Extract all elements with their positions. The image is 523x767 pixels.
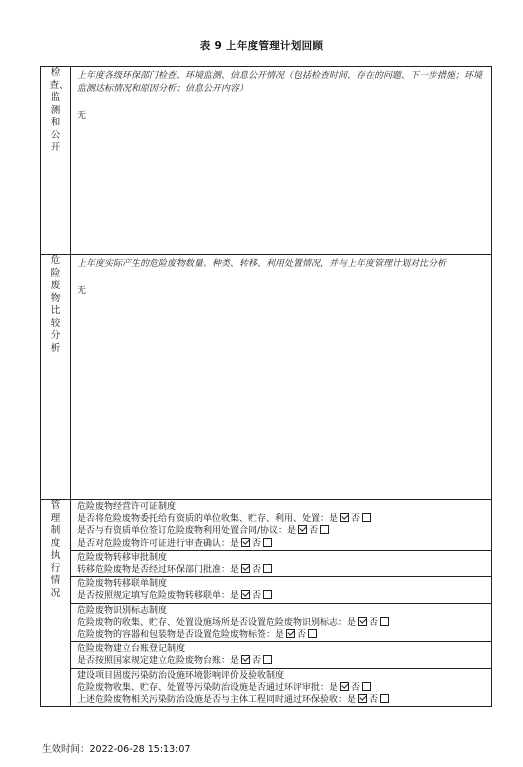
yes-checkbox[interactable]	[241, 564, 250, 573]
management-group-heading: 危险废物建立台账登记制度	[77, 644, 186, 655]
option-yes-label: 是	[329, 514, 339, 525]
option-yes-label: 是	[275, 630, 285, 641]
waste-compare-content-cell	[71, 255, 492, 500]
management-question	[77, 682, 487, 694]
management-group-transfer-manifest	[71, 577, 492, 603]
inspection-label: 检查、监测和公开	[49, 67, 69, 153]
management-question	[77, 694, 487, 706]
no-checkbox[interactable]	[263, 564, 272, 573]
management-row-5	[41, 668, 492, 707]
management-row-0	[41, 500, 492, 551]
waste-compare-label-cell	[41, 255, 71, 500]
management-group-heading: 危险废物经营许可证制度	[77, 502, 177, 512]
management-group-transfer-approval	[71, 550, 492, 576]
management-group-content	[71, 500, 491, 550]
no-checkbox[interactable]	[263, 590, 272, 599]
management-question	[77, 513, 487, 525]
option-no-label: 否	[351, 682, 361, 693]
management-group-content	[71, 604, 491, 642]
option-yes-label: 是	[347, 617, 357, 628]
management-question	[77, 617, 487, 629]
option-yes-label: 是	[329, 682, 339, 693]
inspection-answer: 无	[77, 111, 87, 121]
no-checkbox[interactable]	[320, 525, 329, 534]
management-group-heading: 建设项目固废污染防治设施环境影响评价及验收制度	[77, 670, 285, 681]
option-no-label: 否	[351, 514, 361, 525]
option-no-label: 否	[309, 526, 319, 537]
question-text: 转移危险废物是否经过环保部门批准：	[77, 565, 231, 576]
option-yes-label: 是	[347, 695, 357, 706]
option-yes-label: 是	[230, 538, 240, 549]
management-row-4	[41, 642, 492, 668]
management-group-content	[71, 669, 491, 707]
management-row-1	[41, 550, 492, 576]
effective-time-label: 生效时间：	[42, 744, 90, 755]
option-no-label: 否	[369, 695, 379, 706]
waste-compare-label: 危险废物比较分析	[50, 255, 61, 354]
option-no-label: 否	[252, 656, 262, 667]
yes-checkbox[interactable]	[286, 629, 295, 638]
management-group-heading: 危险废物识别标志制度	[77, 605, 168, 616]
management-group-eia	[71, 668, 492, 707]
inspection-label-cell	[41, 67, 71, 255]
question-text: 危险废物的收集、贮存、处置设施场所是否设置危险废物识别标志：	[77, 617, 348, 628]
question-text: 上述危险废物相关污染防治设施是否与主体工程同时通过环保验收：	[77, 695, 348, 706]
management-question	[77, 590, 487, 602]
option-no-label: 否	[369, 617, 379, 628]
no-checkbox[interactable]	[263, 655, 272, 664]
management-group-license	[71, 500, 492, 551]
inspection-prompt: 上年度各级环保部门检查、环境监测、信息公开情况（包括检查时间、存在的问题、下一步措施；环境监测达标情况和原因分析；信息公开内容）	[77, 71, 483, 94]
inspection-content-cell	[71, 67, 492, 255]
management-group-identification	[71, 603, 492, 642]
question-text: 是否对危险废物许可证进行审查确认：	[77, 538, 231, 549]
question-text: 是否按照国家规定建立危险废物台账：	[77, 656, 231, 667]
no-checkbox[interactable]	[380, 617, 389, 626]
management-group-content	[71, 577, 491, 602]
yes-checkbox[interactable]	[298, 525, 307, 534]
management-group-heading: 危险废物转移联单制度	[77, 579, 168, 590]
no-checkbox[interactable]	[362, 682, 371, 691]
option-yes-label: 是	[230, 656, 240, 667]
management-row-2	[41, 577, 492, 603]
plan-review-table	[40, 66, 492, 707]
option-no-label: 否	[252, 591, 262, 602]
yes-checkbox[interactable]	[358, 617, 367, 626]
option-no-label: 否	[297, 630, 307, 641]
effective-time-value: 2022-06-28 15:13:07	[89, 744, 191, 755]
waste-compare-row	[41, 255, 492, 500]
management-row-3	[41, 603, 492, 642]
question-text: 危险废物的容器和包装物是否设置危险废物标签：	[77, 630, 276, 641]
option-yes-label: 是	[230, 591, 240, 602]
question-text: 是否与有资质单位签订危险废物利用处置合同/协议：	[77, 526, 288, 537]
waste-compare-prompt: 上年度实际产生的危险废物数量、种类、转移、利用处置情况，并与上年度管理计划对比分析	[77, 259, 447, 269]
question-text: 危险废物收集、贮存、处置等污染防治设施是否通过环评审批：	[77, 682, 330, 693]
yes-checkbox[interactable]	[241, 590, 250, 599]
effective-time	[42, 741, 190, 755]
no-checkbox[interactable]	[308, 629, 317, 638]
management-group-ledger	[71, 642, 492, 668]
question-text: 是否将危险废物委托给有资质的单位收集、贮存、利用、处置：	[77, 514, 330, 525]
management-question	[77, 525, 487, 537]
yes-checkbox[interactable]	[241, 655, 250, 664]
yes-checkbox[interactable]	[340, 682, 349, 691]
management-question	[77, 629, 487, 641]
management-group-content	[71, 642, 491, 667]
management-question	[77, 655, 487, 667]
management-label-cell	[41, 500, 71, 707]
management-label: 管理制度执行情况	[50, 500, 61, 599]
no-checkbox[interactable]	[263, 538, 272, 547]
yes-checkbox[interactable]	[241, 538, 250, 547]
question-text: 是否按照规定填写危险废物转移联单：	[77, 591, 231, 602]
option-yes-label: 是	[230, 565, 240, 576]
option-yes-label: 是	[287, 526, 297, 537]
management-group-content	[71, 551, 491, 576]
no-checkbox[interactable]	[362, 513, 371, 522]
waste-compare-answer: 无	[77, 286, 87, 296]
option-no-label: 否	[252, 565, 262, 576]
no-checkbox[interactable]	[380, 694, 389, 703]
table-title: 表 9 上年度管理计划回顾	[199, 40, 324, 52]
management-group-heading: 危险废物转移审批制度	[77, 552, 168, 563]
option-no-label: 否	[252, 538, 262, 549]
yes-checkbox[interactable]	[358, 694, 367, 703]
management-question	[77, 538, 487, 550]
yes-checkbox[interactable]	[340, 513, 349, 522]
management-question	[77, 564, 487, 576]
inspection-row	[41, 67, 492, 255]
